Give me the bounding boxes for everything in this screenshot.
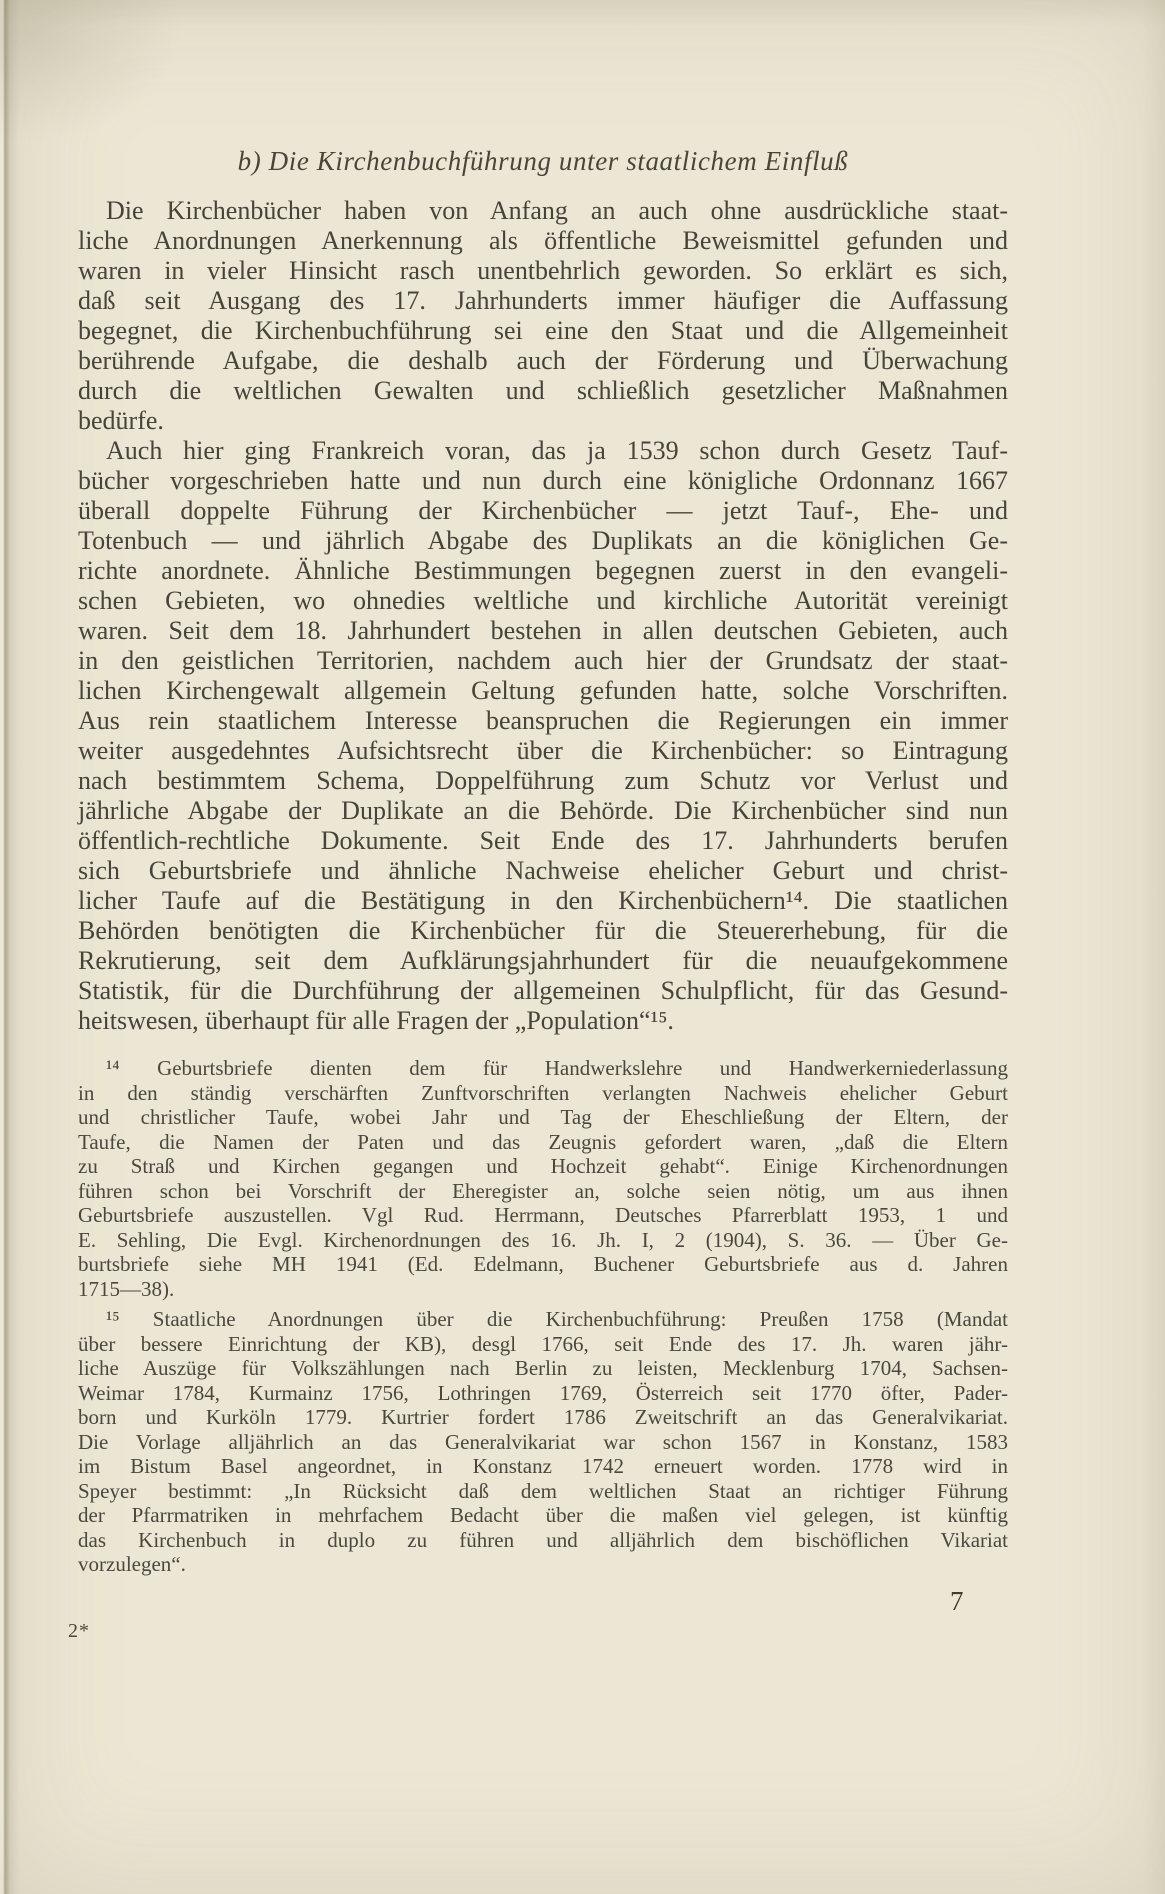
- text-line: lichen Kirchengewalt allgemein Geltung gefunden hatte, solche Vorschriften.: [78, 676, 1008, 705]
- text-line: Taufe, die Namen der Paten und das Zeugnis gefordert waren, „daß die Eltern: [78, 1129, 1008, 1154]
- text-line: führen schon bei Vorschrift der Eheregister an, solche seien nötig, um aus ihnen: [78, 1178, 1008, 1203]
- text-line: liche Auszüge für Volkszählungen nach Berlin zu leisten, Mecklenburg 1704, Sachsen-: [78, 1356, 1008, 1380]
- text-line: bedürfe.: [78, 406, 164, 435]
- text-line: Weimar 1784, Kurmainz 1756, Lothringen 1769, Österreich seit 1770 öfter, Pader-: [78, 1380, 1008, 1405]
- text-line: Auch hier ging Frankreich voran, das ja 1539 schon durch Gesetz Tauf-: [106, 436, 1008, 465]
- text-line: Die Vorlage alljährlich an das Generalvikariat war schon 1567 in Konstanz, 1583: [78, 1429, 1008, 1454]
- text-line: nach bestimmtem Schema, Doppelführung zum Schutz vor Verlust und: [78, 766, 1008, 795]
- text-line: im Bistum Basel angeordnet, in Konstanz 1742 erneuert worden. 1778 wird in: [78, 1454, 1008, 1478]
- text-line: richte anordnete. Ähnliche Bestimmungen begegnen zuerst in den evangeli-: [78, 556, 1008, 585]
- text-line: Speyer bestimmt: „In Rücksicht daß dem weltlichen Staat an richtiger Führung: [78, 1478, 1008, 1503]
- text-line: ¹⁵ Staatliche Anordnungen über die Kirchenbuchführung: Preußen 1758 (Mandat: [106, 1307, 1008, 1331]
- text-line: bücher vorgeschrieben hatte und nun durch eine königliche Ordonnanz 1667: [78, 466, 1008, 495]
- section-heading: b) Die Kirchenbuchführung unter staatlichem Einfluß: [237, 146, 849, 176]
- text-line: zu Straß und Kirchen gegangen und Hochzeit gehabt“. Einige Kirchenordnungen: [78, 1154, 1008, 1178]
- footnote-15: [78, 1307, 1008, 1577]
- paragraph-1: [78, 196, 1008, 436]
- footnotes-block: [78, 1056, 1008, 1577]
- text-line: jährliche Abgabe der Duplikate an die Behörde. Die Kirchenbücher sind nun: [78, 796, 1008, 825]
- text-line: über bessere Einrichtung der KB), desgl 1766, seit Ende des 17. Jh. waren jähr-: [78, 1331, 1008, 1356]
- text-line: Behörden benötigten die Kirchenbücher für die Steuererhebung, für die: [78, 916, 1008, 945]
- text-line: ¹⁴ Geburtsbriefe dienten dem für Handwerkslehre und Handwerkerniederlassung: [106, 1056, 1008, 1080]
- text-line: E. Sehling, Die Evgl. Kirchenordnungen des 16. Jh. I, 2 (1904), S. 36. — Über Ge-: [78, 1227, 1008, 1252]
- text-line: überall doppelte Führung der Kirchenbücher — jetzt Tauf-, Ehe- und: [78, 496, 1008, 525]
- text-line: waren. Seit dem 18. Jahrhundert bestehen in allen deutschen Gebieten, auch: [78, 616, 1008, 645]
- text-line: Geburtsbriefe auszustellen. Vgl Rud. Herrmann, Deutsches Pfarrerblatt 1953, 1 und: [78, 1203, 1008, 1227]
- text-line: liche Anordnungen Anerkennung als öffentliche Beweismittel gefunden und: [78, 226, 1008, 255]
- text-line: und christlicher Taufe, wobei Jahr und Tag der Eheschließung der Eltern, der: [78, 1105, 1008, 1129]
- signature-mark: 2*: [68, 1620, 90, 1642]
- text-line: burtsbriefe siehe MH 1941 (Ed. Edelmann, Buchener Geburtsbriefe aus d. Jahren: [78, 1252, 1008, 1276]
- text-line: Rekrutierung, seit dem Aufklärungsjahrhundert für die neuaufgekommene: [78, 946, 1008, 975]
- footnote-14: [78, 1056, 1008, 1301]
- text-line: Totenbuch — und jährlich Abgabe des Duplikats an die königlichen Ge-: [78, 526, 1008, 555]
- paragraph-2: [78, 436, 1008, 1036]
- page-number: 7: [950, 1586, 964, 1616]
- text-line: der Pfarrmatriken in mehrfachem Bedacht über die maßen viel gelegen, ist künftig: [78, 1503, 1008, 1527]
- text-line: Statistik, für die Durchführung der allgemeinen Schulpflicht, für das Gesund-: [78, 976, 1008, 1005]
- text-line: vorzulegen“.: [78, 1552, 186, 1576]
- body-text-block: [78, 196, 1008, 1036]
- text-line: waren in vieler Hinsicht rasch unentbehrlich geworden. So erklärt es sich,: [78, 256, 1008, 285]
- text-line: schen Gebieten, wo ohnedies weltliche und kirchliche Autorität vereinigt: [78, 586, 1008, 615]
- text-line: begegnet, die Kirchenbuchführung sei eine den Staat und die Allgemeinheit: [78, 316, 1008, 345]
- text-line: heitswesen, überhaupt für alle Fragen der „Population“¹⁵.: [78, 1006, 674, 1035]
- text-line: born und Kurköln 1779. Kurtrier fordert 1786 Zweitschrift an das Generalvikariat.: [78, 1405, 1008, 1429]
- text-line: daß seit Ausgang des 17. Jahrhunderts immer häufiger die Auffassung: [78, 286, 1008, 315]
- text-line: durch die weltlichen Gewalten und schließlich gesetzlicher Maßnahmen: [78, 376, 1008, 405]
- text-line: 1715—38).: [78, 1276, 175, 1301]
- text-line: öffentlich-rechtliche Dokumente. Seit Ende des 17. Jahrhunderts berufen: [78, 826, 1008, 855]
- text-line: Die Kirchenbücher haben von Anfang an auch ohne ausdrückliche staat-: [106, 196, 1008, 225]
- text-line: in den ständig verschärften Zunftvorschriften verlangten Nachweis ehelicher Geburt: [78, 1080, 1008, 1105]
- text-line: berührende Aufgabe, die deshalb auch der Förderung und Überwachung: [78, 346, 1008, 375]
- text-line: in den geistlichen Territorien, nachdem auch hier der Grundsatz der staat-: [78, 646, 1008, 675]
- text-line: sich Geburtsbriefe und ähnliche Nachweise ehelicher Geburt und christ-: [78, 856, 1008, 885]
- text-line: weiter ausgedehntes Aufsichtsrecht über die Kirchenbücher: so Eintragung: [78, 736, 1008, 765]
- text-line: das Kirchenbuch in duplo zu führen und alljährlich dem bischöflichen Vikariat: [78, 1527, 1008, 1552]
- text-line: licher Taufe auf die Bestätigung in den Kirchenbüchern¹⁴. Die staatlichen: [78, 886, 1008, 915]
- text-line: Aus rein staatlichem Interesse beanspruchen die Regierungen ein immer: [78, 706, 1008, 735]
